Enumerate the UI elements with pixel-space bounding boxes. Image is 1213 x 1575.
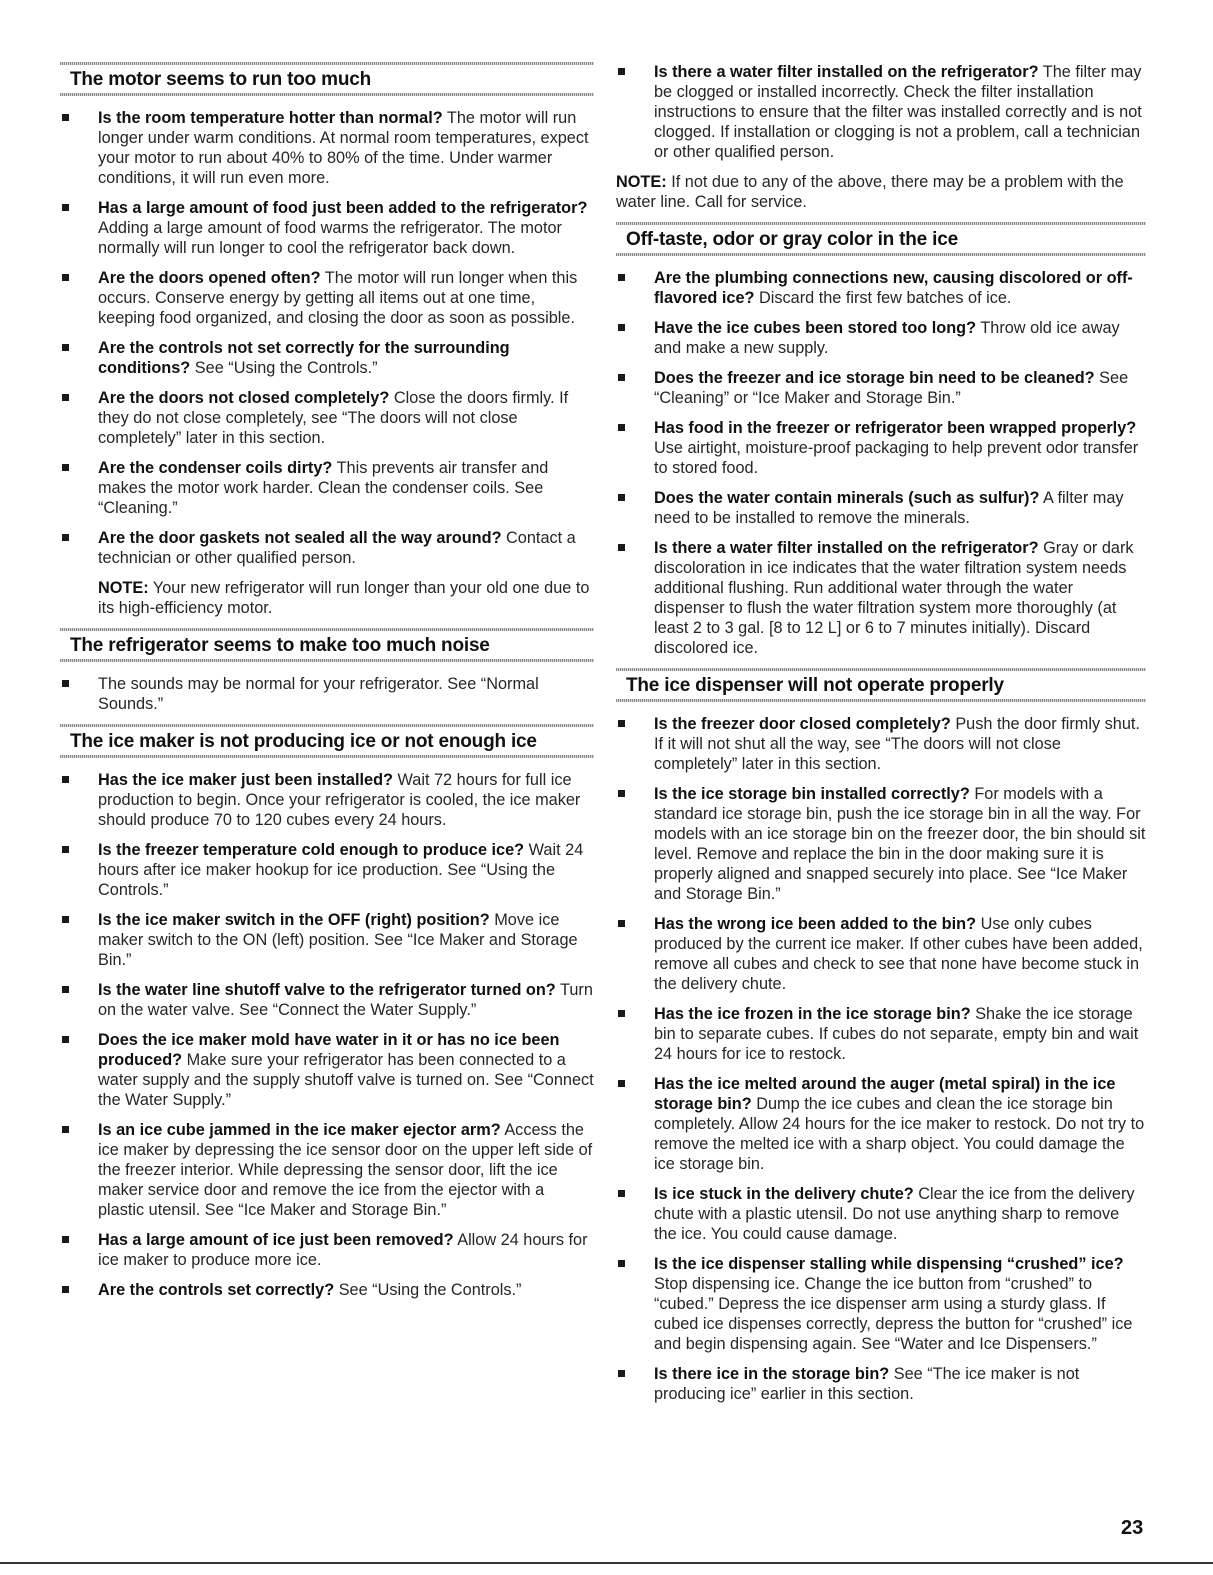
list-item [616,1254,1146,1354]
left-column [60,62,594,1310]
section-ice-maker-continued [616,62,1146,212]
bullet-icon [62,916,69,923]
item-answer: Adding a large amount of food warms the refrigerator. The motor normally will run longer to cool the refrigerator back down. [98,219,562,257]
list-item [60,770,594,830]
list-item [616,784,1146,904]
item-answer: Push the door firmly shut. If it will not shut all the way, see “The doors will not close completely” later in this section. [654,715,1140,773]
bullet-icon [62,534,69,541]
list-item [616,368,1146,408]
list-item [616,268,1146,308]
section-header [60,724,594,758]
item-question: Has the ice maker just been installed? [98,771,393,789]
item-answer: Use only cubes produced by the current ice maker. If other cubes have been added, remove all cubes and check to see that none have become stuck in the delivery chute. [654,915,1143,993]
item-answer: Clear the ice from the delivery chute with a plastic utensil. Do not use anything sharp to remove the ice. You could cause damage. [654,1185,1135,1243]
list-item [60,1030,594,1110]
bullet-icon [618,1080,625,1087]
section-title: The ice dispenser will not operate properly [626,675,1004,696]
section-title: The refrigerator seems to make too much noise [70,635,490,656]
bullet-icon [618,494,625,501]
item-answer: Dump the ice cubes and clean the ice storage bin completely. Allow 24 hours for the ice maker to restock. Do not try to remove the melted ice with a sharp object. You could damage the ice storage bin. [654,1095,1145,1173]
bullet-icon [618,544,625,551]
item-question: Are the condenser coils dirty? [98,459,333,477]
troubleshooting-list [60,108,594,568]
item-question: Are the doors opened often? [98,269,321,287]
item-answer: Wait 72 hours for full ice production to begin. Once your refrigerator is cooled, the ice maker should produce 70 to 120 cubes every 24 hours. [98,771,581,829]
item-question: Has a large amount of food just been added to the refrigerator? [98,199,588,217]
item-answer: Wait 24 hours after ice maker hookup for ice production. See “Using the Controls.” [98,841,584,899]
item-answer: Contact a technician or other qualified person. [98,529,576,567]
bullet-icon [62,1286,69,1293]
item-answer: Stop dispensing ice. Change the ice button from “crushed” to “cubed.” Depress the ice dispenser arm using a sturdy glass. If cubed ice dispenses correctly, depress the button for “crushed” ice and begin dispensing again. See “Water and Ice Dispensers.” [654,1275,1133,1353]
list-item [60,268,594,328]
item-answer: See “Cleaning” or “Ice Maker and Storage Bin.” [654,369,1129,407]
list-item [616,318,1146,358]
item-answer: The filter may be clogged or installed incorrectly. Check the filter installation instructions to ensure that the filter was installed correctly and is not clogged. If installation or clogging is not a problem, call a technician or other qualified person. [654,63,1142,161]
bullet-icon [618,1190,625,1197]
section-motor [60,62,594,618]
list-item [616,1184,1146,1244]
list-item [60,840,594,900]
bullet-icon [62,114,69,121]
list-item [60,980,594,1020]
bullet-icon [618,1260,625,1267]
bullet-icon [618,790,625,797]
list-item [616,1074,1146,1174]
item-answer: This prevents air transfer and makes the motor work harder. Clean the condenser coils. See “Cleaning.” [98,459,549,517]
item-answer: The motor will run longer under warm conditions. At normal room temperatures, expect your motor to run about 40% to 80% of the time. Under warmer conditions, it will run even more. [98,109,589,187]
item-question: Has the ice melted around the auger (metal spiral) in the ice storage bin? [654,1075,1116,1113]
item-question: Does the water contain minerals (such as sulfur)? [654,489,1040,507]
section-title: Off-taste, odor or gray color in the ice [626,229,958,250]
bullet-icon [62,1126,69,1133]
item-question: Is the freezer temperature cold enough to produce ice? [98,841,525,859]
section-off-taste [616,222,1146,658]
item-answer: For models with a standard ice storage bin, push the ice storage bin in all the way. For models with an ice storage bin on the freezer door, the bin should sit level. Remove and replace the bin in the door making sure it is properly aligned and snapped securely into place. See “Ice Maker and Storage Bin.” [654,785,1146,903]
bullet-icon [62,1036,69,1043]
bullet-icon [62,204,69,211]
item-question: Has a large amount of ice just been removed? [98,1231,454,1249]
item-answer: Close the doors firmly. If they do not close completely, see “The doors will not close completely” later in this section. [98,389,569,447]
item-question: Are the controls not set correctly for the surrounding conditions? [98,339,510,377]
note-text: Your new refrigerator will run longer than your old one due to its high-efficiency motor. [98,579,590,617]
list-item [60,1230,594,1270]
item-answer: See “Using the Controls.” [194,359,378,377]
list-item [60,198,594,258]
item-answer: Move ice maker switch to the ON (left) position. See “Ice Maker and Storage Bin.” [98,911,578,969]
list-item [60,528,594,568]
item-question: Is the ice maker switch in the OFF (right) position? [98,911,490,929]
list-item [60,458,594,518]
section-ice-maker [60,724,594,1300]
item-question: Is the ice storage bin installed correctly? [654,785,970,803]
bullet-icon [62,776,69,783]
item-question: Is there a water filter installed on the refrigerator? [654,63,1039,81]
item-question: Does the ice maker mold have water in it or has no ice been produced? [98,1031,560,1069]
list-item [616,62,1146,162]
bullet-icon [618,274,625,281]
bullet-icon [618,374,625,381]
bullet-icon [618,920,625,927]
note-label: NOTE: [616,173,667,191]
list-item [60,1120,594,1220]
item-question: Is ice stuck in the delivery chute? [654,1185,914,1203]
item-question: Has the wrong ice been added to the bin? [654,915,977,933]
item-question: Are the door gaskets not sealed all the way around? [98,529,502,547]
bullet-icon [618,1010,625,1017]
list-item [616,538,1146,658]
list-item [616,418,1146,478]
item-answer: Throw old ice away and make a new supply. [654,319,1120,357]
item-answer: A filter may need to be installed to remove the minerals. [654,489,1124,527]
bullet-icon [618,68,625,75]
item-answer: Turn on the water valve. See “Connect the Water Supply.” [98,981,593,1019]
item-question: Has food in the freezer or refrigerator been wrapped properly? [654,419,1137,437]
troubleshooting-list [60,770,594,1300]
item-answer: The sounds may be normal for your refrigerator. See “Normal Sounds.” [98,675,539,713]
list-item [60,674,594,714]
item-question: Is there ice in the storage bin? [654,1365,890,1383]
item-question: Are the controls set correctly? [98,1281,335,1299]
item-question: Has the ice frozen in the ice storage bin? [654,1005,971,1023]
bullet-icon [62,846,69,853]
item-answer: Discard the first few batches of ice. [758,289,1012,307]
item-answer: Make sure your refrigerator has been connected to a water supply and the supply shutoff valve is turned on. See “Connect the Water Supply.” [98,1051,594,1109]
note [60,578,594,618]
item-answer: Allow 24 hours for ice maker to produce more ice. [98,1231,588,1269]
list-item [60,910,594,970]
note [616,172,1146,212]
list-item [616,1004,1146,1064]
item-answer: See “Using the Controls.” [338,1281,522,1299]
list-item [60,108,594,188]
section-header [616,668,1146,702]
bullet-icon [62,680,69,687]
section-header [60,62,594,96]
list-item [60,1280,594,1300]
list-item [60,388,594,448]
troubleshooting-list [616,714,1146,1404]
bullet-icon [62,464,69,471]
bullet-icon [62,394,69,401]
item-question: Is the freezer door closed completely? [654,715,951,733]
troubleshooting-list [60,674,594,714]
section-header [616,222,1146,256]
item-question: Is the room temperature hotter than normal? [98,109,443,127]
item-answer: Shake the ice storage bin to separate cubes. If cubes do not separate, empty bin and wait 24 hours for ice to restock. [654,1005,1139,1063]
item-question: Is an ice cube jammed in the ice maker ejector arm? [98,1121,501,1139]
section-title: The motor seems to run too much [70,69,371,90]
list-item [616,914,1146,994]
bullet-icon [62,274,69,281]
bullet-icon [62,1236,69,1243]
troubleshooting-list [616,62,1146,162]
item-answer: The motor will run longer when this occurs. Conserve energy by getting all items out at one time, keeping food organized, and closing the door as soon as possible. [98,269,578,327]
list-item [616,488,1146,528]
item-question: Is there a water filter installed on the refrigerator? [654,539,1039,557]
bullet-icon [62,986,69,993]
list-item [616,1364,1146,1404]
item-question: Is the water line shutoff valve to the refrigerator turned on? [98,981,556,999]
bullet-icon [618,424,625,431]
list-item [616,714,1146,774]
footer-rule [0,1562,1213,1564]
item-answer: See “The ice maker is not producing ice” earlier in this section. [654,1365,1080,1403]
item-question: Are the doors not closed completely? [98,389,390,407]
bullet-icon [62,344,69,351]
item-question: Is the ice dispenser stalling while dispensing “crushed” ice? [654,1255,1124,1273]
bullet-icon [618,720,625,727]
item-answer: Access the ice maker by depressing the ice sensor door on the upper left side of the freezer interior. While depressing the sensor door, lift the ice maker service door and remove the ice from the ejector with a plastic utensil. See “Ice Maker and Storage Bin.” [98,1121,593,1219]
item-answer: Gray or dark discoloration in ice indicates that the water filtration system needs additional flushing. Run additional water through the water dispenser to flush the water filtration system more thoroughly (at least 2 to 3 gal. [8 to 12 L] or 6 to 7 minutes initially). Discard discolored ice. [654,539,1134,657]
right-column [616,62,1146,1414]
section-noise [60,628,594,714]
section-title: The ice maker is not producing ice or not enough ice [70,731,537,752]
item-question: Does the freezer and ice storage bin need to be cleaned? [654,369,1095,387]
item-question: Have the ice cubes been stored too long? [654,319,977,337]
section-header [60,628,594,662]
list-item [60,338,594,378]
page-number: 23 [1121,1517,1144,1539]
section-dispenser [616,668,1146,1404]
bullet-icon [618,1370,625,1377]
item-answer: Use airtight, moisture-proof packaging to help prevent odor transfer to stored food. [654,439,1139,477]
note-text: If not due to any of the above, there may be a problem with the water line. Call for service. [616,173,1124,211]
troubleshooting-list [616,268,1146,658]
bullet-icon [618,324,625,331]
note-label: NOTE: [98,579,149,597]
item-question: Are the plumbing connections new, causing discolored or off-flavored ice? [654,269,1133,307]
